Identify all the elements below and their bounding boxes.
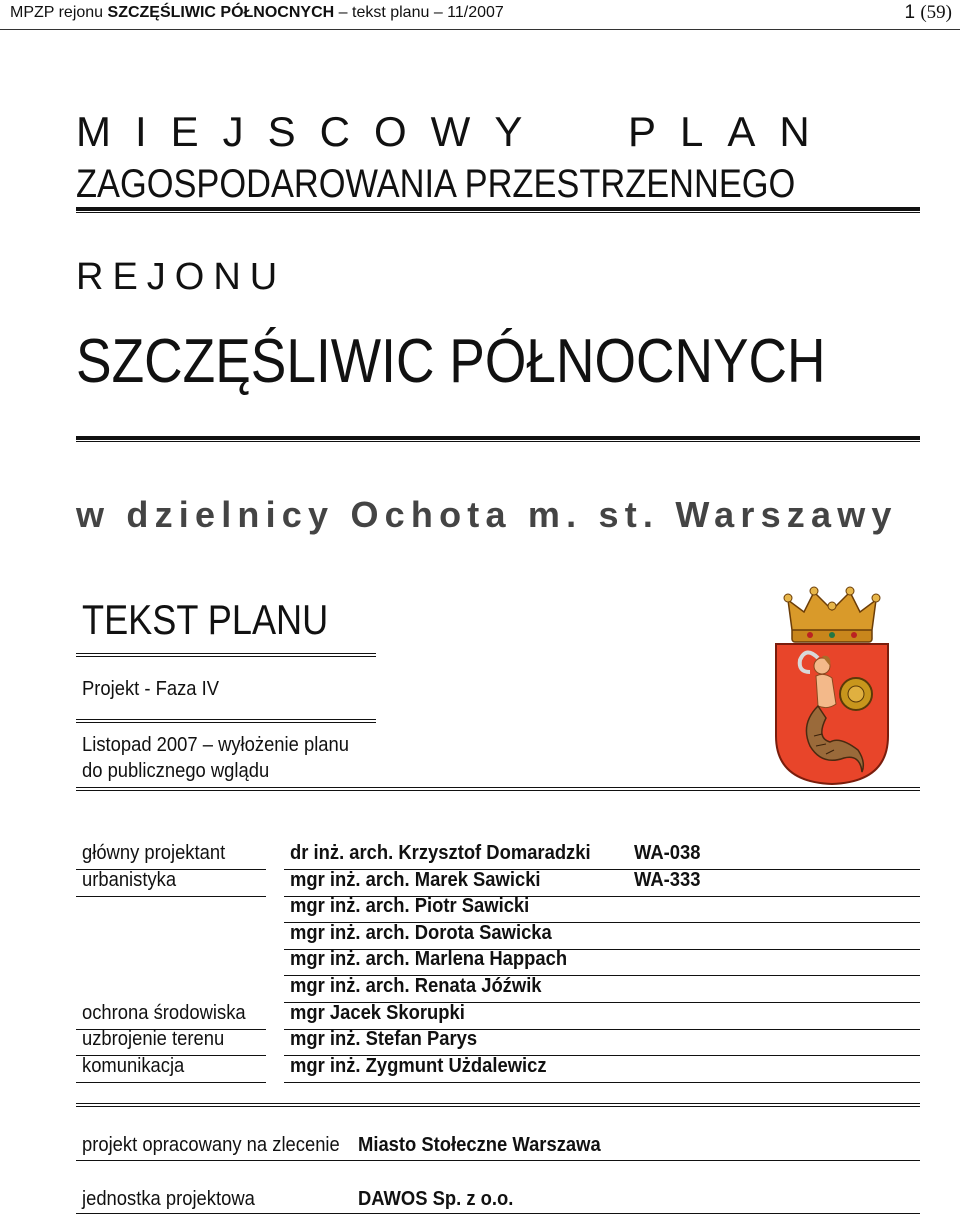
team-row [76, 975, 920, 1001]
crown-icon [784, 587, 880, 642]
team-row [76, 948, 920, 974]
unit-value: DAWOS Sp. z o.o. [358, 1188, 514, 1210]
team-row [76, 869, 920, 895]
date-line-1: Listopad 2007 – wyłożenie planu [82, 734, 350, 756]
team-member-name: mgr inż. arch. Marek Sawicki [290, 868, 541, 891]
team-row [76, 1028, 920, 1054]
rule-after-phase [76, 719, 376, 723]
team-member-name: dr inż. arch. Krzysztof Domaradzki [290, 842, 591, 864]
title-district: w dzielnicy Ochota m. st. [76, 494, 660, 535]
header-rule [0, 29, 960, 30]
rule-before-footer [76, 1103, 920, 1107]
team-member-name: mgr inż. arch. Piotr Sawicki [290, 895, 530, 918]
commission-label: projekt opracowany na zlecenie [82, 1134, 340, 1156]
unit-label: jednostka projektowa [82, 1188, 255, 1210]
license-code: WA-333 [634, 868, 701, 891]
project-phase: Projekt - Faza IV [82, 678, 220, 700]
rule-before-team [76, 787, 920, 791]
title-line-3: REJONU [76, 256, 287, 298]
warsaw-coat-of-arms-icon [770, 586, 894, 786]
title-plan: PLAN [628, 108, 834, 155]
shield-icon [776, 644, 888, 784]
header-suffix: – tekst planu – 11/2007 [334, 4, 504, 21]
unit-rule [76, 1213, 920, 1214]
team-member-name: mgr inż. arch. Renata Jóźwik [290, 975, 542, 997]
commission-value: Miasto Stołeczne Warszawa [358, 1134, 601, 1156]
page-current: 1 [904, 2, 916, 23]
team-member-name: mgr inż. Zygmunt Użdalewicz [290, 1054, 547, 1077]
license-code: WA-038 [634, 842, 701, 864]
title-double-rule-2 [76, 436, 920, 442]
role-underline [76, 1082, 266, 1083]
team-member-name: mgr inż. Stefan Parys [290, 1028, 478, 1051]
title-city: Warszawy [675, 494, 898, 535]
date-line-2: do publicznego wglądu [82, 760, 270, 782]
team-member-name: mgr inż. arch. Marlena Happach [290, 948, 568, 971]
title-line-5 [76, 494, 898, 536]
rule-after-type [76, 653, 376, 657]
team-member-name: mgr inż. arch. Dorota Sawicka [290, 921, 552, 944]
name-underline [284, 1082, 920, 1083]
title-line-4: SZCZĘŚLIWIC PÓŁNOCNYCH [76, 327, 826, 396]
header-bold: SZCZĘŚLIWIC PÓŁNOCNYCH [107, 4, 335, 21]
page-total: (59) [920, 2, 952, 23]
document-type: TEKST PLANU [82, 596, 329, 643]
team-role: uzbrojenie terenu [82, 1028, 225, 1051]
team-row [76, 842, 920, 868]
title-miejscowy: MIEJSCOWY [76, 108, 547, 155]
team-role: ochrona środowiska [82, 1001, 246, 1024]
title-line-1 [76, 108, 834, 156]
team-row [76, 895, 920, 921]
title-line-2: ZAGOSPODAROWANIA PRZESTRZENNEGO [76, 162, 796, 206]
page-number [904, 2, 952, 24]
team-row [76, 922, 920, 948]
commission-rule [76, 1160, 920, 1161]
team-row [76, 1002, 920, 1028]
team-role: komunikacja [82, 1054, 185, 1077]
title-double-rule-1 [76, 207, 920, 213]
team-row [76, 1055, 920, 1081]
header-prefix: MPZP rejonu [10, 4, 108, 21]
team-role: główny projektant [82, 842, 226, 864]
team-member-name: mgr Jacek Skorupki [290, 1001, 465, 1024]
running-header [10, 4, 504, 22]
team-role: urbanistyka [82, 868, 177, 891]
